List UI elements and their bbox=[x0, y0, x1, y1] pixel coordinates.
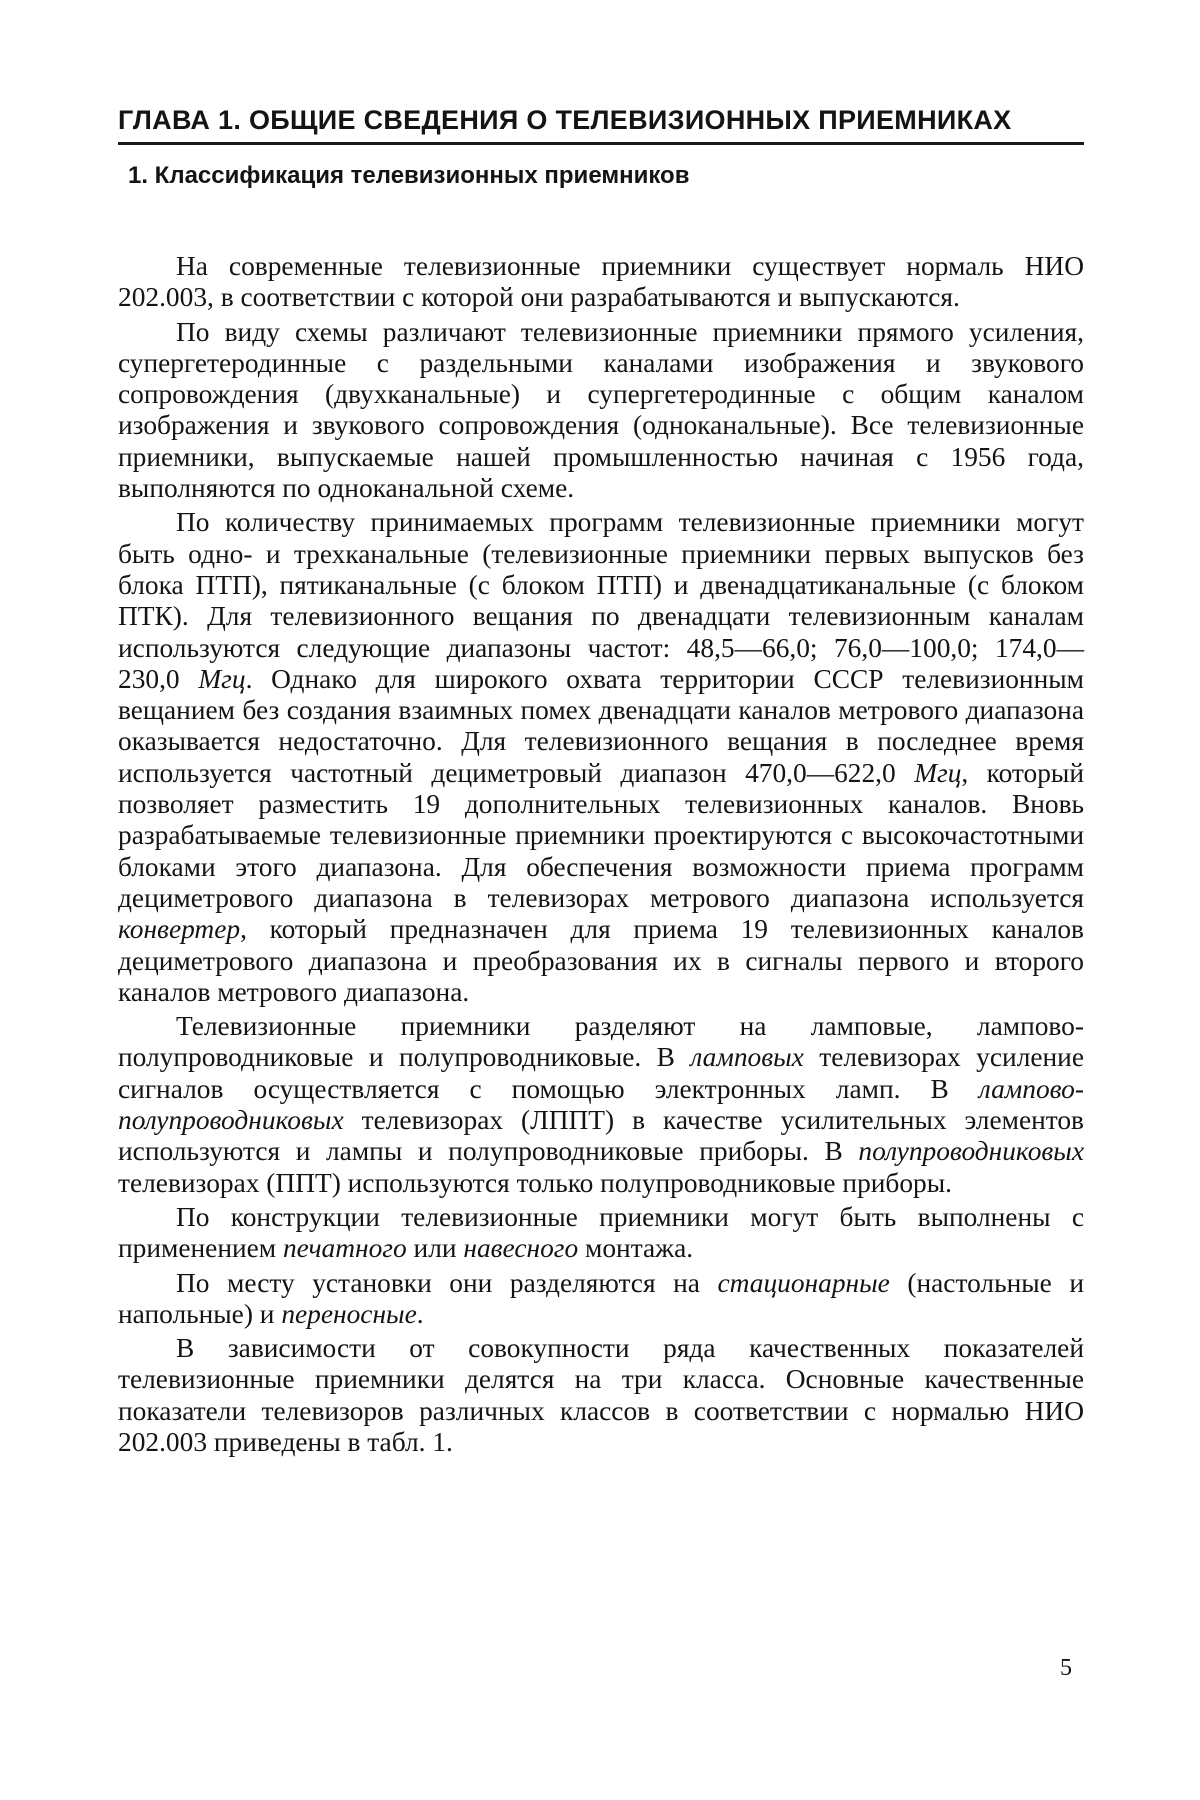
italic-term: конвертер bbox=[118, 914, 241, 945]
italic-term: стационарные bbox=[717, 1267, 890, 1298]
text-run: , который предназначен для приема 19 телевизионных каналов дециметрового диапазона и преобразования их в сигналы первого и второго каналов метрового диапазона. bbox=[118, 914, 1084, 1007]
paragraph bbox=[118, 317, 1084, 505]
paragraph bbox=[118, 1268, 1084, 1331]
italic-term: печатного bbox=[282, 1233, 407, 1264]
text-run: По количеству принимаемых программ телевизионные приемники могут быть одно- и трехканальные (телевизионные приемники первых выпусков без блока ПТП), пятиканальные (с блоком ПТП) и двенадцатиканальные (с блоком ПТК). Для телевизионного вещания по двенадцати телевизионным каналам используются следующие диапазоны частот: 48,5—66,0; 76,0—100,0; 174,0—230,0 bbox=[118, 507, 1084, 694]
paragraph bbox=[118, 251, 1084, 314]
text-run: На современные телевизионные приемники существует нормаль НИО 202.003, в соответствии с которой они разрабатываются и выпускаются. bbox=[118, 251, 1084, 313]
italic-term: Мгц bbox=[914, 757, 962, 788]
italic-term: навесного bbox=[463, 1233, 579, 1264]
text-run: , который позволяет разместить 19 дополнительных телевизионных каналов. Вновь разрабатываемые телевизионные приемники проектируются с высокочастотными блоками этого диапазона. Для обеспечения возможности приема программ дециметрового диапазона в телевизорах метрового диапазона используется bbox=[118, 757, 1084, 913]
italic-term: полупроводниковых bbox=[858, 1136, 1084, 1167]
text-run: или bbox=[406, 1233, 464, 1264]
paragraph bbox=[118, 1202, 1084, 1265]
text-run: телевизорах усиление сигналов осуществляется с помощью электронных ламп. В bbox=[118, 1042, 1084, 1104]
text-run: Телевизионные приемники разделяют на ламповые, лампово-полупроводниковые и полупроводниковые. В bbox=[118, 1011, 1084, 1073]
chapter-title: ГЛАВА 1. ОБЩИЕ СВЕДЕНИЯ О ТЕЛЕВИЗИОННЫХ ПРИЕМНИКАХ bbox=[118, 105, 1012, 135]
text-run: В зависимости от совокупности ряда качественных показателей телевизионные приемники делятся на три класса. Основные качественные показатели телевизоров различных классов в соответствии с нормалью НИО 202.003 приведены в табл. 1. bbox=[118, 1333, 1084, 1457]
text-run: По конструкции телевизионные приемники могут быть выполнены с применением bbox=[118, 1201, 1084, 1264]
text-run: (настольные и напольные) и bbox=[118, 1267, 1084, 1329]
paragraph bbox=[118, 1333, 1084, 1458]
book-page bbox=[118, 90, 1084, 1770]
body-text bbox=[118, 251, 1084, 1458]
text-run: . Однако для широкого охвата территории СССР телевизионным вещанием без создания взаимных помех двенадцати каналов метрового диапазона оказывается недостаточно. Для телевизионного вещания в последнее время используется частотный дециметровый диапазон 470,0—622,0 bbox=[118, 663, 1084, 788]
italic-term: переносные bbox=[281, 1298, 417, 1329]
paragraph bbox=[118, 507, 1084, 1008]
text-run: телевизорах (ЛППТ) в качестве усилительных элементов используются и лампы и полупроводниковые приборы. В bbox=[118, 1105, 1084, 1167]
italic-term: лампово-полупроводниковых bbox=[118, 1073, 1084, 1136]
text-run: По виду схемы различают телевизионные приемники прямого усиления, супергетеродинные с раздельными каналами изображения и звукового сопровождения (двухканальные) и супергетеродинные с общим каналом изображения и звукового сопровождения (одноканальные). Все телевизионные приемники, выпускаемые нашей промышленностью начиная с 1956 года, выполняются по одноканальной схеме. bbox=[118, 316, 1084, 504]
italic-term: ламповых bbox=[690, 1042, 804, 1073]
paragraph bbox=[118, 1011, 1084, 1199]
italic-term: Мгц bbox=[198, 663, 246, 694]
page-number: 5 bbox=[1060, 1655, 1072, 1681]
text-run: монтажа. bbox=[578, 1233, 694, 1264]
text-run: . bbox=[416, 1298, 424, 1329]
section-title: 1. Классификация телевизионных приемников bbox=[128, 162, 690, 189]
text-run: телевизорах (ППТ) используются только полупроводниковые приборы. bbox=[118, 1167, 953, 1198]
chapter-rule bbox=[118, 142, 1084, 145]
text-run: По месту установки они разделяются на bbox=[176, 1267, 718, 1298]
